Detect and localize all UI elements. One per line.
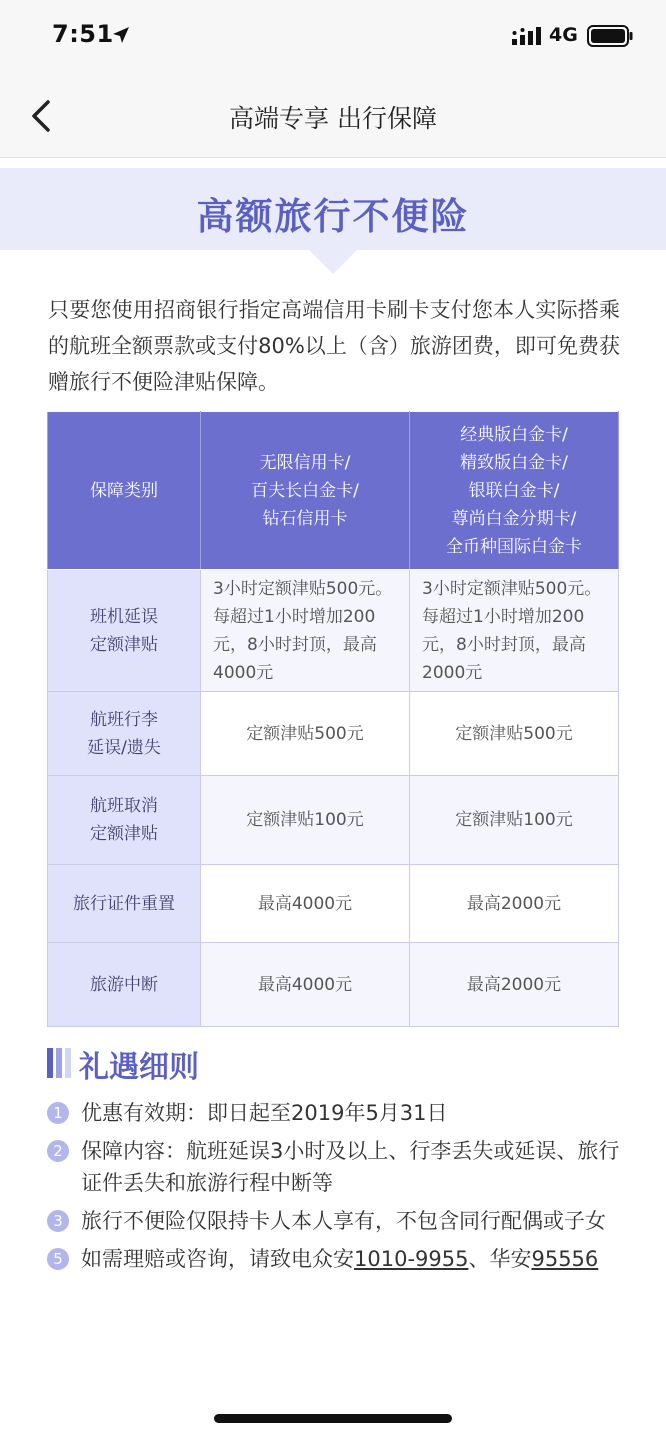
row-col1: 最高4000元 [201, 865, 410, 943]
rules-title: 礼遇细则 [79, 1050, 199, 1085]
row-category: 班机延误 定额津贴 [48, 570, 201, 692]
banner-title: 高额旅行不便险 [196, 195, 470, 238]
row-col1: 定额津贴500元 [201, 692, 410, 776]
row-category: 旅行证件重置 [48, 865, 201, 943]
row-col2: 3小时定额津贴500元。每超过1小时增加200元，8小时封顶，最高2000元 [410, 570, 619, 692]
intro-text: 只要您使用招商银行指定高端信用卡刷卡支付您本人实际搭乘的航班全额票款或支付80%以上（含）旅游团费，即可免费获赠旅行不便险津贴保障。 [48, 298, 620, 394]
number-badge: 3 [47, 1210, 69, 1232]
signal-icon [512, 27, 542, 45]
row-col1: 3小时定额津贴500元。每超过1小时增加200元，8小时封顶，最高4000元 [201, 570, 410, 692]
page-title: 高端专享 出行保障 [229, 104, 437, 133]
row-col2: 定额津贴100元 [410, 776, 619, 865]
list-item [47, 1097, 622, 1129]
table-row [48, 943, 619, 1027]
number-badge: 2 [47, 1140, 69, 1162]
nav-bar [0, 72, 666, 158]
row-category: 航班取消 定额津贴 [48, 776, 201, 865]
header-col2: 经典版白金卡/ 精致版白金卡/ 银联白金卡/ 尊尚白金分期卡/ 全币种国际白金卡 [410, 412, 619, 570]
row-col2: 定额津贴500元 [410, 692, 619, 776]
table-row [48, 865, 619, 943]
row-col2: 最高2000元 [410, 865, 619, 943]
table-header-row [48, 412, 619, 570]
list-item [47, 1205, 622, 1237]
table-row [48, 692, 619, 776]
location-arrow-icon [112, 26, 130, 44]
status-bar [0, 0, 666, 72]
battery-icon [587, 25, 633, 47]
row-col2: 最高2000元 [410, 943, 619, 1027]
row-category: 旅游中断 [48, 943, 201, 1027]
rule-text: 优惠有效期：即日起至2019年5月31日 [81, 1101, 448, 1125]
banner-pointer [309, 250, 357, 274]
phone-link-zhongan[interactable]: 1010-9955 [354, 1247, 469, 1271]
list-item [47, 1243, 622, 1275]
rule-text-sep: 、华安 [468, 1247, 532, 1271]
row-category: 航班行李 延误/遗失 [48, 692, 201, 776]
row-col1: 最高4000元 [201, 943, 410, 1027]
network-type: 4G [549, 24, 578, 46]
home-indicator[interactable] [214, 1414, 452, 1423]
banner [0, 168, 666, 250]
number-badge: 5 [47, 1248, 69, 1270]
number-badge: 1 [47, 1102, 69, 1124]
title-bars-icon [47, 1048, 71, 1078]
rule-text: 如需理赔或咨询，请致电众安 [81, 1247, 354, 1271]
table-row [48, 776, 619, 865]
row-col1: 定额津贴100元 [201, 776, 410, 865]
benefit-table [47, 411, 619, 1027]
status-time: 7:51 [52, 20, 114, 48]
table-row [48, 570, 619, 692]
rules-list [47, 1097, 622, 1281]
header-category: 保障类别 [48, 412, 201, 570]
phone-link-huaan[interactable]: 95556 [531, 1247, 599, 1271]
list-item [47, 1135, 622, 1199]
header-col1: 无限信用卡/ 百夫长白金卡/ 钻石信用卡 [201, 412, 410, 570]
rule-text: 保障内容：航班延误3小时及以上、行李丢失或延误、旅行证件丢失和旅游行程中断等 [81, 1139, 620, 1195]
rule-text: 旅行不便险仅限持卡人本人享有，不包含同行配偶或子女 [81, 1209, 606, 1233]
